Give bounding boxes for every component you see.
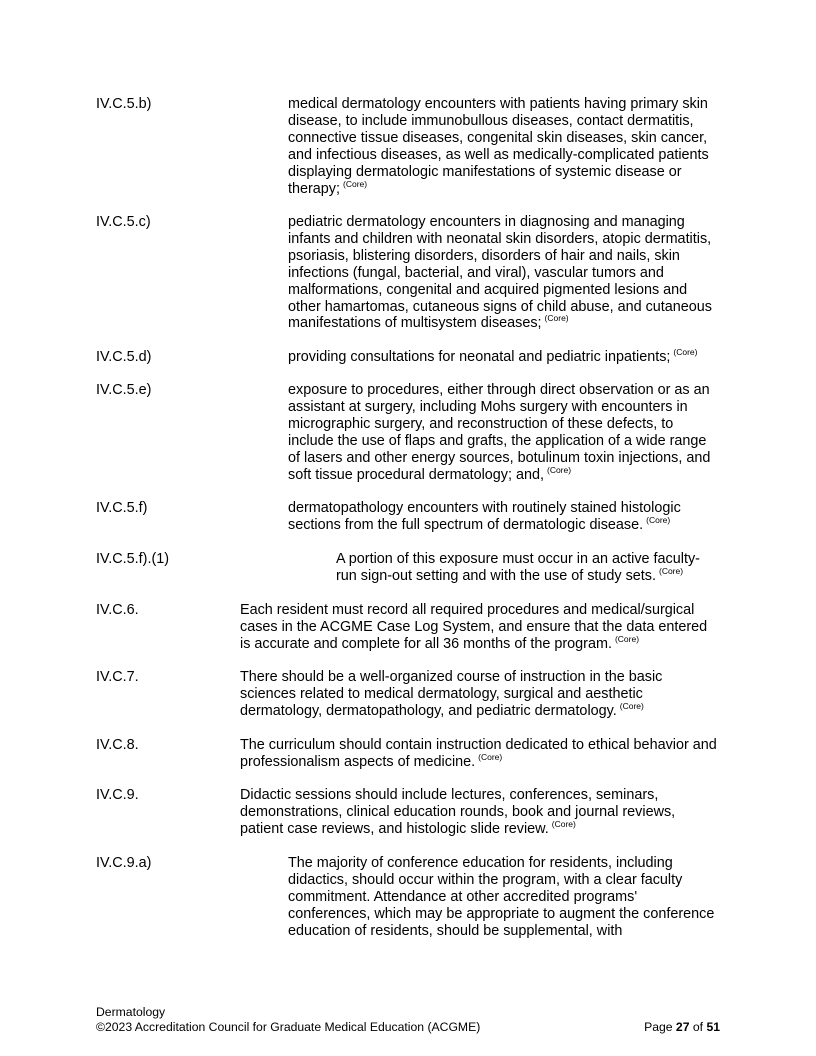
- requirement-number: IV.C.5.c): [96, 214, 151, 230]
- requirement-text: A portion of this exposure must occur in an active faculty-run sign-out setting and with the use of study sets. $^{(Core)}$: [336, 551, 700, 584]
- core-tag: (Core): [551, 818, 576, 829]
- total-pages: 51: [706, 1020, 720, 1034]
- core-tag: (Core): [546, 464, 572, 475]
- core-tag: (Core): [343, 178, 368, 189]
- footer-copyright: ©2023 Accreditation Council for Graduate Medical Education (ACGME): [96, 1020, 481, 1034]
- requirement-text: exposure to procedures, either through direct observation or as an assistant at surgery, including Mohs surgery with encounters in micrographic surgery, and reconstruction of these defects, to include the use of flaps and grafts, the application of a wide range of lasers and other energy sources, botulinum toxin injections, and soft tissue procedural dermatology; and, $^{(Core)}$: [288, 382, 711, 483]
- requirement-number: IV.C.5.b): [96, 96, 152, 112]
- requirement-text: dermatopathology encounters with routinely stained histologic sections from the full spectrum of dermatologic disease. $^{(Core)}$: [288, 500, 681, 533]
- requirement-number: IV.C.6.: [96, 602, 139, 618]
- requirement-text: Each resident must record all required procedures and medical/surgical cases in the ACGME Case Log System, and ensure that the data entered is accurate and complete for all 36 months of the program. $^{(Core)}$: [240, 602, 708, 652]
- requirement-text: pediatric dermatology encounters in diagnosing and managing infants and children with neonatal skin disorders, atopic dermatitis, psoriasis, blistering disorders, disorders of hair and nails, skin infections (fungal, bacterial, and viral), vascular tumors and malformations, congenital and acquired pigmented lesions and other hamartomas, cutaneous signs of child abuse, and cutaneous manifestations of multisystem diseases; $^{(Core)}$: [288, 214, 712, 332]
- requirement-number: IV.C.8.: [96, 737, 139, 753]
- requirement-number: IV.C.9.: [96, 787, 139, 803]
- requirement-text: Didactic sessions should include lectures, conferences, seminars, demonstrations, clinical education rounds, book and journal reviews, patient case reviews, and histologic slide review. $^{(Core)}$: [240, 787, 676, 837]
- current-page: 27: [675, 1020, 690, 1034]
- requirement-number: IV.C.5.f): [96, 500, 148, 516]
- core-tag: (Core): [658, 565, 684, 576]
- page-footer: [96, 1005, 720, 1035]
- core-tag: (Core): [614, 633, 640, 644]
- requirement-text: The majority of conference education for residents, including didactics, should occur within the program, with a clear faculty commitment. Attendance at other accredited programs' conferences, which may be appropriate to augment the conference education of residents, should be supplemental, with: [288, 855, 715, 939]
- requirement-number: IV.C.5.f).(1): [96, 551, 170, 567]
- core-tag: (Core): [544, 313, 569, 324]
- requirement-number: IV.C.7.: [96, 669, 139, 685]
- core-tag: (Core): [673, 347, 698, 357]
- core-tag: (Core): [646, 514, 671, 525]
- requirement-number: IV.C.5.e): [96, 382, 152, 398]
- requirement-number: IV.C.5.d): [96, 349, 152, 365]
- requirement-text: The curriculum should contain instruction dedicated to ethical behavior and professionalism aspects of medicine. $^{(Core)}$: [240, 737, 717, 770]
- footer-specialty: Dermatology: [96, 1005, 166, 1019]
- requirement-text: providing consultations for neonatal and pediatric inpatients; $^{(Core)}$: [288, 347, 698, 365]
- page-number: Page 27 of 51: [644, 1020, 720, 1034]
- requirement-text: There should be a well-organized course of instruction in the basic sciences related to medical dermatology, surgical and aesthetic dermatology, dermatopathology, and pediatric dermatology. $^{(Core)}$: [240, 669, 663, 719]
- requirement-text: medical dermatology encounters with patients having primary skin disease, to include immunobullous diseases, contact dermatitis, connective tissue diseases, congenital skin diseases, skin cancer, and infectious diseases, as well as medically-complicated patients displaying dermatologic manifestations of systemic disease or therapy; $^{(Core)}$: [288, 96, 709, 197]
- requirement-number: IV.C.9.a): [96, 855, 152, 871]
- core-tag: (Core): [478, 751, 503, 762]
- core-tag: (Core): [619, 700, 644, 711]
